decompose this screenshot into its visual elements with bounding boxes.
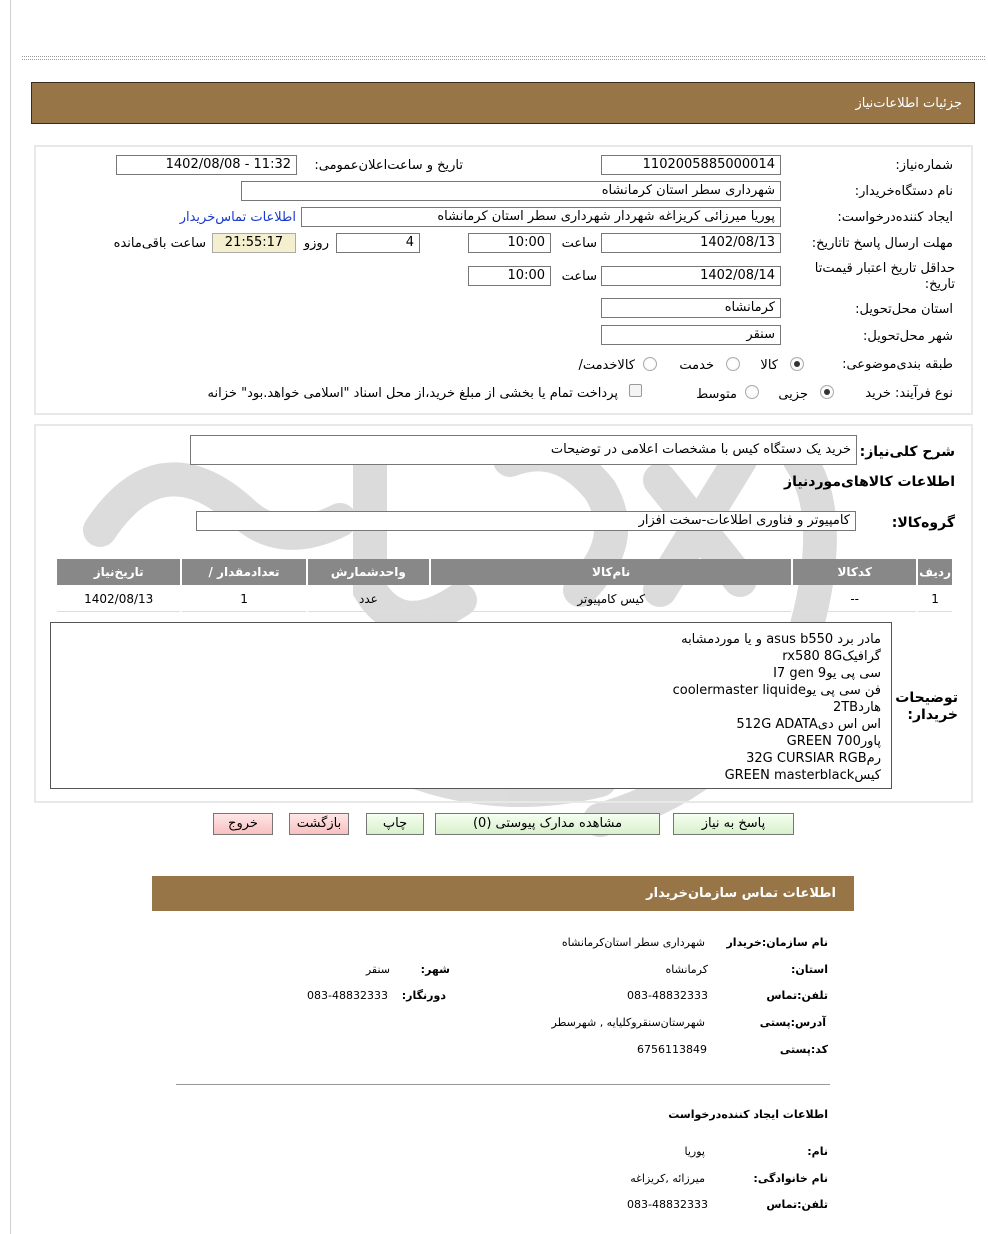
reply-hour-label: ساعت — [561, 236, 597, 251]
validity-time-field: 10:00 — [468, 266, 551, 286]
table-row — [57, 587, 952, 612]
validity-hour-label: ساعت — [561, 269, 597, 284]
contact-city: سنقر — [365, 963, 390, 976]
creator-family: میرزائه ,کریزاغه — [630, 1172, 705, 1185]
need-number-field: 1102005885000014 — [601, 155, 781, 175]
desc-line: فن سی پی یوcoolermaster liquide — [672, 683, 881, 698]
col-quantity: تعداد‌مقدار / — [182, 559, 305, 585]
contact-divider — [176, 1084, 830, 1085]
creator-name: پوریا — [684, 1145, 705, 1158]
contact-city-label: شهر: — [420, 963, 450, 976]
goods-group-label: گروه‌کالا: — [891, 515, 955, 531]
validity-date-field: 1402/08/14 — [601, 266, 781, 286]
need-number-label: شماره‌نیاز: — [895, 158, 953, 173]
summary-label: شرح کلی‌نیاز: — [859, 444, 955, 460]
desc-line: سی پی یوI7 gen 9 — [773, 666, 881, 681]
contact-province-label: استان: — [791, 963, 828, 976]
details-header — [31, 82, 975, 124]
delivery-province-field: کرمانشاه — [601, 298, 781, 318]
category-option-goods: کالا — [760, 358, 778, 373]
contact-header — [152, 876, 854, 911]
creator-phone: 083-48832333 — [627, 1198, 708, 1211]
process-option-minor: جزیی — [778, 387, 808, 402]
remaining-label: ساعت باقی‌مانده — [113, 236, 206, 251]
creator-info-title: اطلاعات ایجاد کننده‌درخواست — [668, 1108, 828, 1121]
cell-unit: عدد — [308, 587, 429, 612]
desc-line: کیسGREEN masterblack — [724, 768, 881, 783]
summary-field: خرید یک دستگاه کیس با مشخصات اعلامی در توضیحات — [190, 435, 857, 465]
col-need-date: تاریخ‌نیاز — [57, 559, 180, 585]
desc-line: هارد2TB — [832, 700, 881, 715]
exit-button[interactable]: خروج — [213, 813, 273, 835]
category-option-service: خدمت — [679, 358, 714, 373]
process-radio-medium[interactable] — [745, 385, 759, 399]
creator-family-label: نام خانوادگی: — [753, 1172, 828, 1185]
contact-header-title: اطلاعات تماس سازمان‌خریدار — [646, 886, 836, 901]
days-label: روزو — [303, 236, 329, 251]
col-goods-code: کدکالا — [793, 559, 916, 585]
col-goods-name: نام‌کالا — [431, 559, 791, 585]
delivery-province-label: استان محل‌تحویل: — [855, 302, 953, 317]
contact-phone-label: تلفن‌:تماس — [766, 989, 828, 1002]
desc-line: گرافیکrx580 8G — [782, 649, 881, 664]
category-option-goods-service: کالا‌خدمت/ — [578, 358, 635, 373]
attachments-button[interactable]: مشاهده مدارک پیوستی (0) — [435, 813, 660, 835]
process-radio-minor[interactable] — [820, 385, 834, 399]
cell-quantity: 1 — [182, 587, 305, 612]
desc-line: اس اس دی512G ADATA — [736, 717, 881, 732]
category-radio-service[interactable] — [726, 357, 740, 371]
announce-field: 1402/08/08 - 11:32 — [116, 155, 297, 175]
buyer-org-label: نام دستگاه‌خریدار: — [854, 184, 953, 199]
desc-line: رم32G CURSIAR RGB — [746, 751, 881, 766]
back-button[interactable]: بازگشت — [289, 813, 349, 835]
cell-need-date: 1402/08/13 — [57, 587, 180, 612]
contact-phone: 083-48832333 — [627, 989, 708, 1002]
buyer-contact-link[interactable]: اطلاعات تماس‌خریدار — [179, 210, 296, 225]
page-left-border — [10, 0, 11, 1234]
creator-name-label: نام: — [807, 1145, 828, 1158]
creator-label: ایجاد کننده‌درخواست: — [837, 210, 953, 225]
col-row-number: ردیف — [918, 559, 952, 585]
buyer-org-field: شهرداری سطر استان کرمانشاه — [241, 181, 781, 201]
buyer-desc-box — [50, 622, 892, 789]
top-divider — [22, 56, 985, 57]
delivery-city-field: سنقر — [601, 325, 781, 345]
delivery-city-label: شهر محل‌تحویل: — [863, 329, 953, 344]
desc-line: مادر برد asus b550 و یا موردمشابه — [681, 632, 881, 647]
contact-province: کرمانشاه — [665, 963, 708, 976]
reply-date-field: 1402/08/13 — [601, 233, 781, 253]
table-header-row — [57, 559, 952, 585]
days-field: 4 — [336, 233, 420, 253]
col-unit: واحدشمارش — [308, 559, 429, 585]
goods-group-field: کامپیوتر و فناوری اطلاعات-سخت افزار — [196, 511, 856, 531]
remaining-time-field: 21:55:17 — [212, 233, 296, 253]
category-radio-goods-service[interactable] — [643, 357, 657, 371]
contact-postal: 6756113849 — [637, 1043, 707, 1056]
announce-label: تاریخ و ساعت‌اعلان‌عمومی: — [314, 158, 463, 173]
reply-time-field: 10:00 — [468, 233, 551, 253]
price-validity-label: حداقل تاریخ اعتبار قیمت‌تا تاریخ: — [814, 261, 955, 292]
goods-table — [55, 557, 954, 614]
contact-org-label: نام سازمان‌:خریدار — [726, 936, 828, 949]
top-divider — [22, 59, 985, 60]
creator-phone-label: تلفن‌:تماس — [766, 1198, 828, 1211]
contact-fax: 083-48832333 — [307, 989, 388, 1002]
contact-address-label: آدرس‌:پستی — [759, 1016, 826, 1029]
reply-button[interactable]: پاسخ به نیاز — [673, 813, 794, 835]
creator-field: پوریا میرزائی کریزاغه شهردار شهرداری سطر استان کرمانشاه — [301, 207, 781, 227]
treasury-checkbox[interactable] — [629, 384, 642, 397]
goods-info-title: اطلاعات کالاهای‌موردنیاز — [784, 474, 955, 490]
category-radio-goods[interactable] — [790, 357, 804, 371]
contact-fax-label: دورنگار: — [401, 989, 446, 1002]
contact-address: شهرستان‌سنقروکلیایه , شهرسطر — [551, 1016, 705, 1029]
reply-deadline-label: مهلت ارسال پاسخ تا‌تاریخ: — [811, 236, 953, 251]
print-button[interactable]: چاپ — [366, 813, 424, 835]
buyer-desc-label: توضیحات خریدار: — [895, 690, 958, 723]
desc-line: پاورGREEN 700 — [786, 734, 881, 749]
cell-row-number: 1 — [918, 587, 952, 612]
process-option-medium: متوسط — [696, 387, 737, 402]
contact-postal-label: کد‌:پستی — [779, 1043, 828, 1056]
cell-goods-code: -- — [793, 587, 916, 612]
details-header-title: جزئیات اطلاعات‌نیاز — [855, 96, 962, 111]
contact-org: شهرداری سطر استان‌کرمانشاه — [561, 936, 705, 949]
treasury-text: پرداخت تمام یا بخشی از مبلغ خرید،از محل اسناد "اسلامی خواهد.بود" خزانه — [207, 386, 618, 401]
cell-goods-name: کیس کامپیوتر — [431, 587, 791, 612]
category-label: طبقه بندی‌موضوعی: — [842, 357, 953, 372]
process-label: نوع فرآیند: خرید — [865, 386, 953, 401]
